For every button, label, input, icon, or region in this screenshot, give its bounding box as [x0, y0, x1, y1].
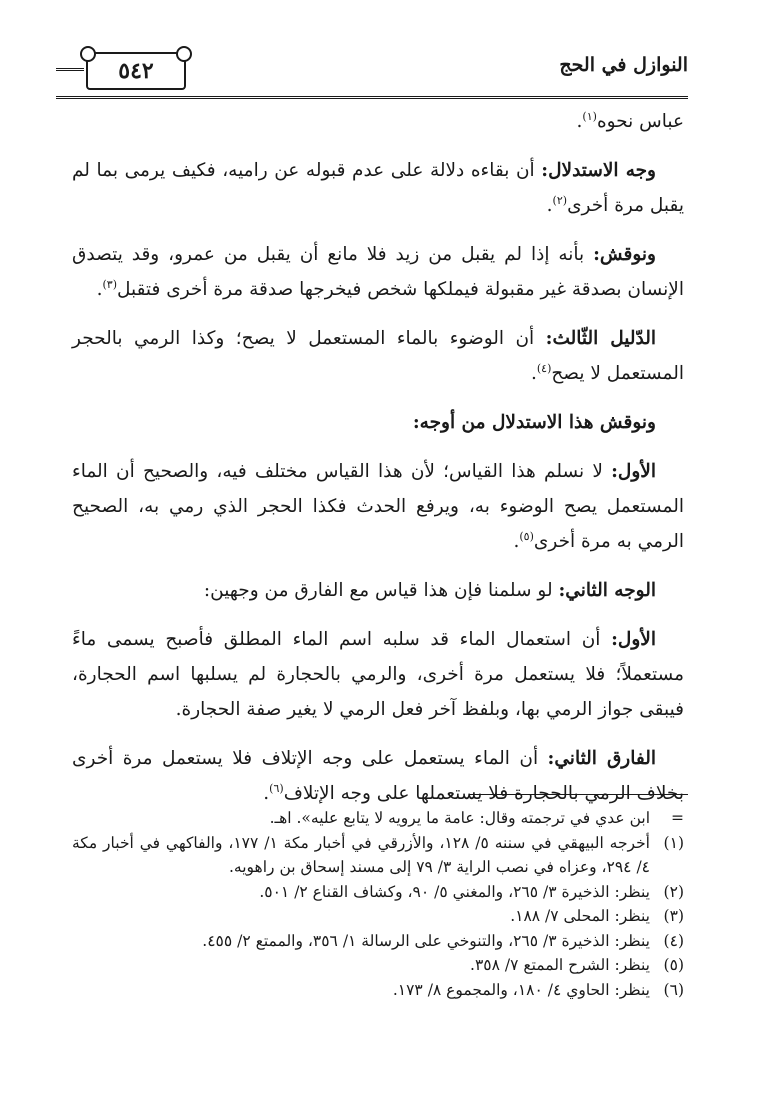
footnote-text: ابن عدي في ترجمته وقال: عامة ما يرويه لا يتابع عليه». اهـ.: [269, 809, 650, 827]
bold-term: ونوقش:: [593, 244, 656, 265]
paragraph-end: .: [546, 195, 553, 216]
paragraph-end: .: [530, 363, 537, 384]
footnote-mark: (٥): [663, 956, 684, 974]
paragraph-text: أن بقاءه دلالة على عدم قبوله عن راميه، فكيف يرمى بما لم يقبل مرة أخرى: [72, 160, 684, 216]
footnote-item: [72, 904, 684, 929]
paragraph-text: عباس نحوه: [596, 111, 684, 132]
paragraph-9: [72, 741, 684, 811]
footnote-text: ينظر: الذخيرة ٣/ ٢٦٥، والتنوخي على الرسالة ١/ ٣٥٦، والممتع ٢/ ٤٥٥.: [202, 931, 650, 950]
footnote-separator: [470, 794, 688, 795]
footnote-ref: (١): [582, 109, 597, 123]
paragraph-4: [72, 321, 684, 391]
paragraph-text: بأنه إذا لم يقبل من زيد فلا مانع أن يقبل من عمرو، وقد يتصدق الإنسان بصدقة غير مقبولة فيملكها شخص فيخرجها صدقة مرة أخرى فتقبل: [72, 244, 684, 300]
footnote-ref: (٢): [552, 193, 568, 207]
paragraph-3: [72, 237, 684, 307]
footnotes: [72, 806, 684, 1002]
page-header: [56, 40, 688, 96]
footnote-text: ينظر: الذخيرة ٣/ ٢٦٥، والمغني ٥/ ٩٠، وكشاف القناع ٢/ ٥٠١.: [259, 882, 650, 901]
bold-term: وجه الاستدلال:: [541, 160, 656, 181]
footnote-ref: (٤): [536, 361, 552, 375]
footnote-text: ينظر: الحاوي ٤/ ١٨٠، والمجموع ٨/ ١٧٣.: [392, 980, 650, 999]
paragraph-5: [72, 405, 684, 440]
paragraph-end: .: [263, 783, 270, 804]
footnote-item: [72, 806, 684, 831]
footnote-text: ينظر: الشرح الممتع ٧/ ٣٥٨.: [470, 956, 650, 974]
paragraph-8: [72, 622, 684, 727]
bold-term: الأول:: [611, 461, 656, 482]
paragraph-text: أن استعمال الماء قد سلبه اسم الماء المطلق فأصبح يسمى ماءً مستعملاً؛ فلا يستعمل مرة أخرى، والرمي بالحجارة لم يسلبها اسم الحجارة، فيبقى جواز الرمي بها، وبلفظ آخر فعل الرمي لا يغير صفة الحجارة.: [72, 629, 684, 720]
footnote-item: [72, 880, 684, 905]
paragraph-end: .: [576, 111, 583, 132]
running-title: النوازل في الحج: [559, 54, 688, 76]
paragraph-2: [72, 153, 684, 223]
page-number: ٥٤٢: [118, 58, 154, 84]
footnote-mark: (٦): [663, 980, 684, 999]
bold-term: الدّليل الثّالث:: [545, 328, 656, 349]
footnote-text: ينظر: المحلى ٧/ ١٨٨.: [510, 907, 650, 925]
bold-term: الوجه الثاني:: [558, 580, 656, 601]
footnote-mark: (٢): [663, 882, 684, 901]
footnote-item: [72, 978, 684, 1003]
footnote-ref: (٦): [269, 781, 284, 795]
footnote-item: [72, 831, 684, 880]
footnote-mark: (٤): [663, 931, 684, 950]
body-text: [72, 104, 684, 811]
paragraph-text: أن الوضوء بالماء المستعمل لا يصح؛ وكذا الرمي بالحجر المستعمل لا يصح: [72, 328, 684, 384]
bold-term: الأول:: [611, 629, 656, 650]
paragraph-text: لو سلمنا فإن هذا قياس مع الفارق من وجهين:: [203, 580, 559, 601]
paragraph-6: [72, 454, 684, 559]
header-rule: [56, 96, 688, 99]
footnote-text: أخرجه البيهقي في سننه ٥/ ١٢٨، والأزرقي في أخبار مكة ١/ ١٧٧، والفاكهي في أخبار مكة ٤/ ٢٩٤، وعزاه في نصب الراية ٣/ ٧٩ إلى مسند إسحاق بن راهويه.: [72, 833, 650, 876]
paragraph-text: أن الماء يستعمل على وجه الإتلاف فلا يستعمل مرة أخرى بخلاف الرمي بالحجارة فلا يستعملها على وجه الإتلاف: [72, 748, 684, 804]
paragraph-end: .: [513, 531, 520, 552]
footnote-item: [72, 953, 684, 978]
paragraph-7: [72, 573, 684, 608]
bold-term: ونوقش هذا الاستدلال من أوجه:: [412, 412, 656, 433]
page-number-badge: [86, 52, 186, 90]
header-rule-left: [56, 68, 84, 71]
footnote-mark: =: [671, 809, 684, 827]
footnote-mark: (١): [663, 833, 684, 852]
paragraph-end: .: [96, 279, 103, 300]
bold-term: الفارق الثاني:: [547, 748, 656, 769]
footnote-item: [72, 929, 684, 954]
footnote-ref: (٣): [102, 277, 117, 291]
paragraph-text: لا نسلم هذا القياس؛ لأن هذا القياس مختلف فيه، والصحيح أن الماء المستعمل يصح الوضوء به، ويرفع الحدث فكذا الحجر الذي رمي به، الصحيح الرمي به مرة أخرى: [72, 461, 684, 552]
paragraph-1: [72, 104, 684, 139]
footnote-ref: (٥): [519, 529, 534, 543]
footnote-mark: (٣): [663, 907, 684, 925]
